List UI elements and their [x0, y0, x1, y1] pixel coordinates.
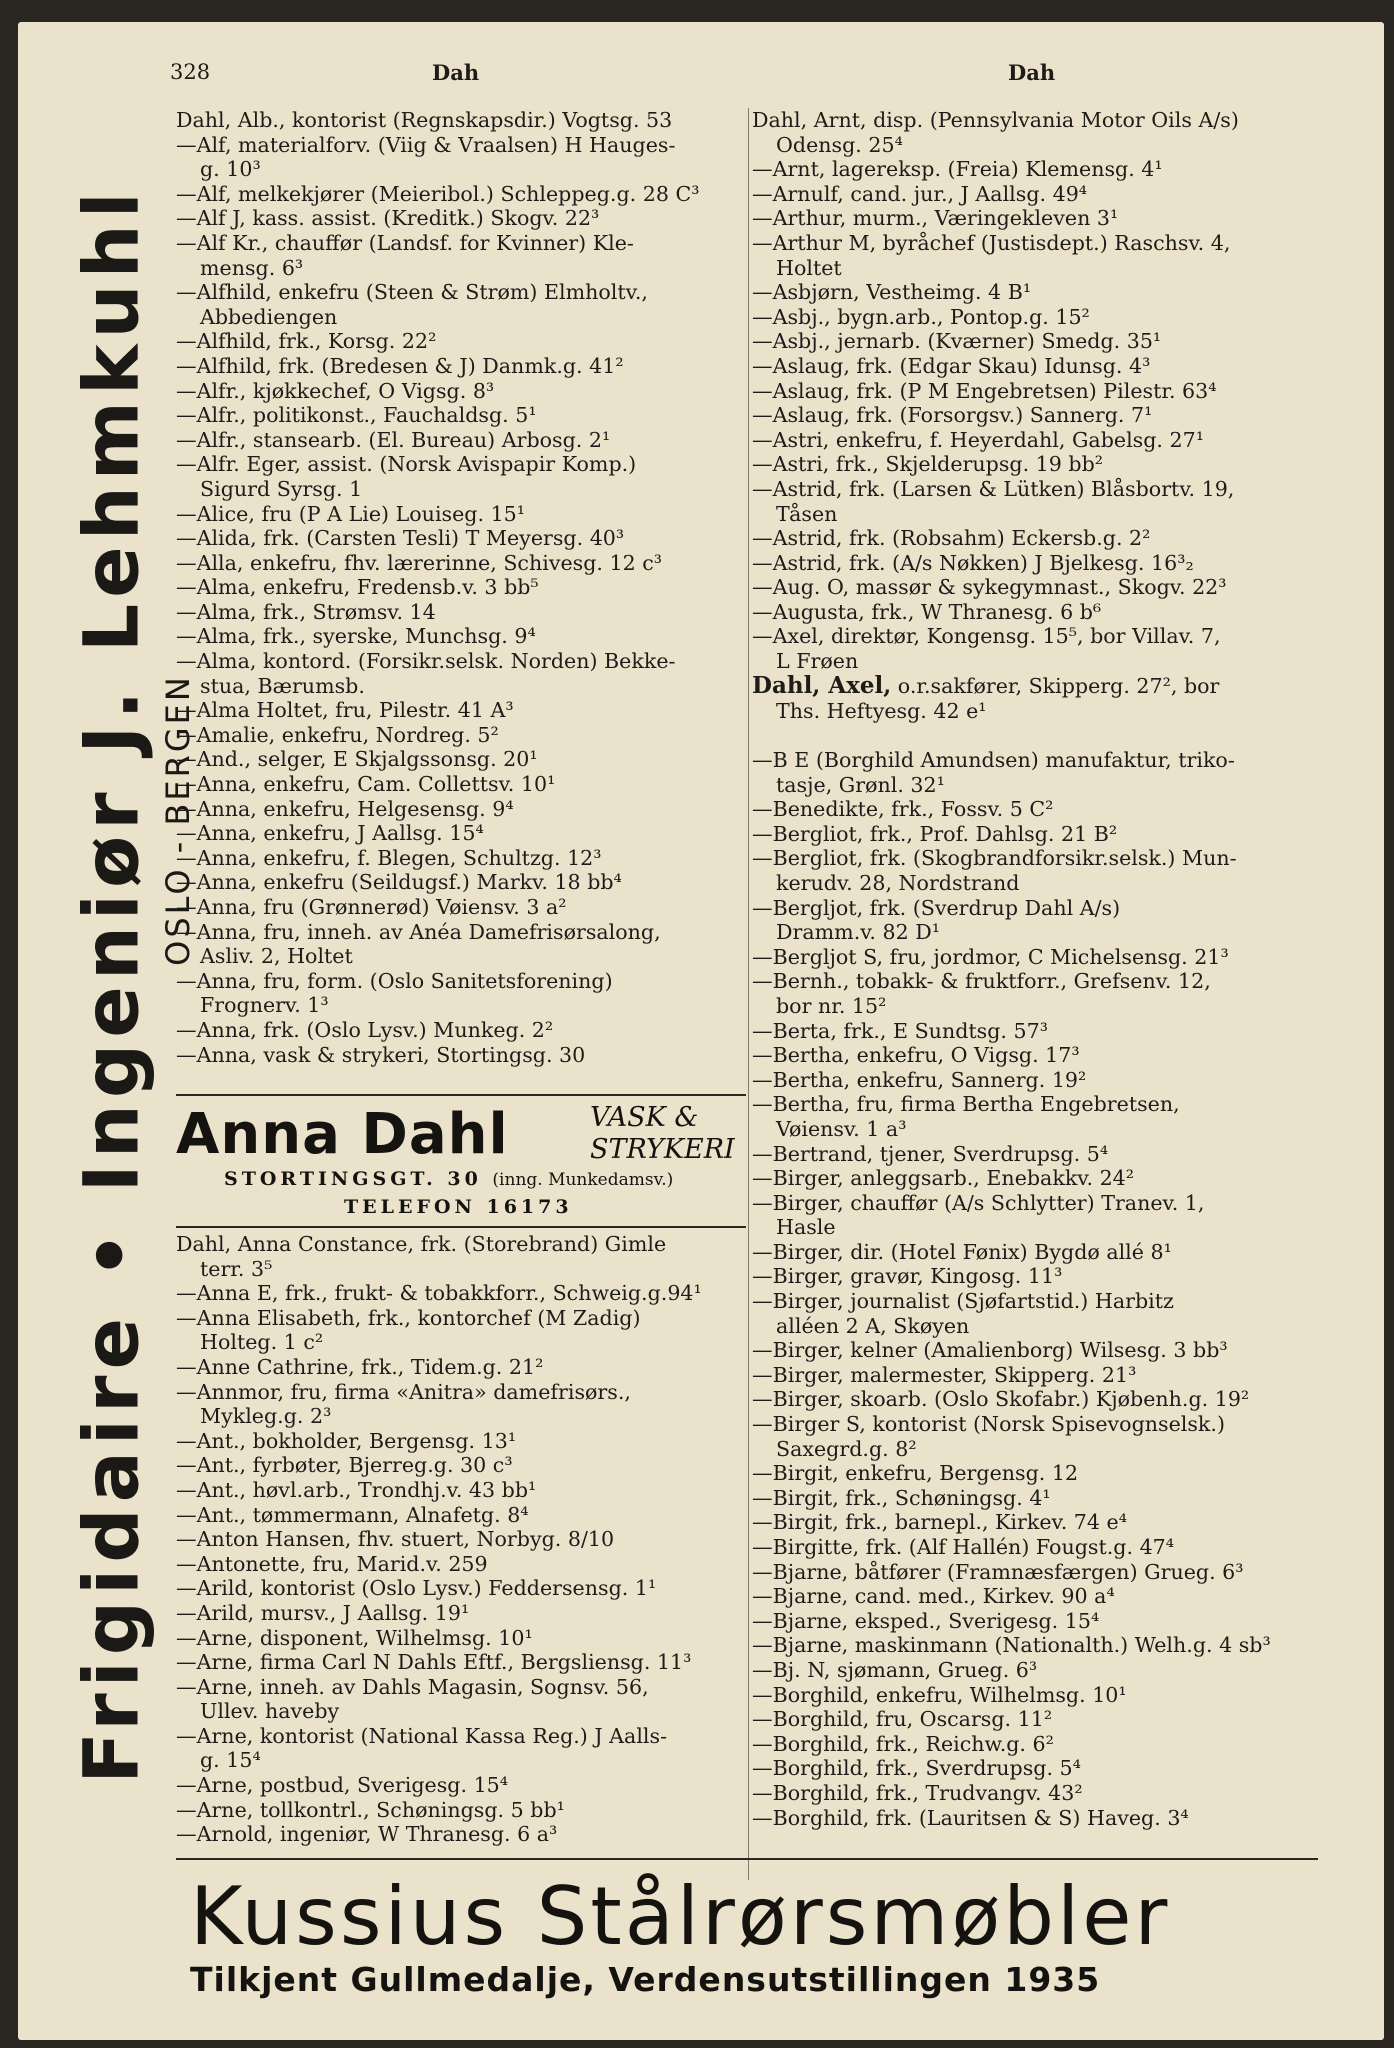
directory-line: —Bergljot S, fru, jordmor, C Michelsensg. 21³ [752, 944, 1229, 969]
kussius-ad-title: Kussius Stålrørsmøbler [190, 1870, 1171, 1963]
directory-line: —Alida, frk. (Carsten Tesli) T Meyersg. 40³ [176, 526, 625, 551]
directory-line: —Alfhild, frk. (Bredesen & J) Danmk.g. 41² [176, 353, 624, 378]
directory-line: —Annmor, fru, firma «Anitra» damefrisørs., [176, 1379, 631, 1404]
directory-line: —Amalie, enkefru, Nordreg. 5² [176, 722, 499, 747]
directory-line: —Ant., fyrbøter, Bjerreg.g. 30 c³ [176, 1453, 513, 1478]
right-column-entries-2 [752, 748, 1318, 1830]
directory-line: —Anne Cathrine, frk., Tidem.g. 21² [176, 1354, 544, 1379]
directory-line: —Antonette, fru, Marid.v. 259 [176, 1551, 488, 1576]
ad-top-rule [176, 1094, 746, 1096]
directory-line: —Alf Kr., chauffør (Landsf. for Kvinner) Kle- [176, 230, 634, 255]
spine-advertisement [36, 186, 197, 1784]
directory-line: —Alf J, kass. assist. (Kreditk.) Skogv. 22³ [176, 206, 600, 231]
header-left: Dah [432, 60, 480, 85]
directory-line: —Alfhild, frk., Korsg. 22² [176, 329, 437, 354]
bold-entry-rest: o.r.sakfører, Skipperg. 27², bor [891, 674, 1220, 698]
directory-line: —Alfhild, enkefru (Steen & Strøm) Elmholtv., [176, 280, 648, 305]
directory-line: Sigurd Syrsg. 1 [200, 476, 363, 501]
directory-line: —Anna, enkefru, Cam. Collettsv. 10¹ [176, 772, 556, 797]
footer-ad-rule [176, 1858, 1318, 1860]
directory-line: —Alice, fru (P A Lie) Louiseg. 15¹ [176, 501, 526, 526]
directory-line: —Anna, enkefru (Seildugsf.) Markv. 18 bb⁴ [176, 870, 622, 895]
directory-line: Hasle [776, 1215, 836, 1240]
directory-line: —Anna, frk. (Oslo Lysv.) Munkeg. 2² [176, 1017, 554, 1042]
directory-line: Frognerv. 1³ [200, 993, 329, 1018]
directory-line: —Borghild, frk., Sverdrupsg. 5⁴ [752, 1756, 1081, 1781]
ad-anna-service [590, 1102, 735, 1166]
directory-line: —Arild, kontorist (Oslo Lysv.) Feddersensg. 1¹ [176, 1576, 657, 1601]
directory-line: Abbediengen [200, 304, 338, 329]
bold-entry-cont: Ths. Heftyesg. 42 e¹ [776, 698, 987, 723]
directory-line: —Bernh., tobakk- & fruktforr., Grefsenv. 12, [752, 969, 1211, 994]
directory-line: —Arne, firma Carl N Dahls Eftf., Bergsliensg. 11³ [176, 1650, 692, 1675]
directory-line: —Augusta, frk., W Thranesg. 6 b⁶ [752, 599, 1102, 624]
directory-line: —Axel, direktør, Kongensg. 15⁵, bor Villav. 7, [752, 624, 1221, 649]
directory-line: —Anna, fru (Grønnerød) Vøiensv. 3 a² [176, 895, 567, 919]
kussius-ad-subtitle: Tilkjent Gullmedalje, Verdensutstillingen 1935 [190, 1960, 1101, 1999]
directory-line: —Astrid, frk. (Larsen & Lütken) Blåsbortv. 19, [752, 476, 1235, 501]
directory-line: —Alma, frk., Strømsv. 14 [176, 599, 436, 624]
directory-line: —Birgit, frk., barnepl., Kirkev. 74 e⁴ [752, 1510, 1128, 1535]
directory-line: —Anton Hansen, fhv. stuert, Norbyg. 8/10 [176, 1527, 615, 1552]
left-column-entries [176, 108, 746, 1067]
directory-line: Dahl, Anna Constance, frk. (Storebrand) Gimle [176, 1232, 667, 1256]
directory-line: Ullev. haveby [200, 1699, 340, 1724]
directory-line: —Astri, enkefru, f. Heyerdahl, Gabelsg. 27¹ [752, 427, 1204, 452]
directory-line: —Birgitte, frk. (Alf Hallén) Fougst.g. 47⁴ [752, 1535, 1175, 1559]
directory-line: —Bjarne, cand. med., Kirkev. 90 a⁴ [752, 1584, 1115, 1609]
directory-line: —Arnold, ingeniør, W Thranesg. 6 a³ [176, 1822, 558, 1847]
ad-anna-name: Anna Dahl [176, 1102, 509, 1167]
directory-line: —Anna, fru, form. (Oslo Sanitetsforening) [176, 968, 613, 993]
directory-line: —Birger, dir. (Hotel Fønix) Bygdø allé 8¹ [752, 1239, 1172, 1264]
directory-line: —Borghild, frk., Reichw.g. 6² [752, 1731, 1054, 1756]
ad-anna-service-line1: VASK & [590, 1102, 699, 1133]
directory-line: —And., selger, E Skjalgssonsg. 20¹ [176, 747, 538, 772]
directory-line: —Birgit, enkefru, Bergensg. 12 [752, 1461, 1079, 1486]
directory-line: Odensg. 25⁴ [776, 132, 903, 157]
directory-line: g. 15⁴ [200, 1748, 261, 1773]
directory-line: —Birger, chauffør (A/s Schlytter) Tranev. 1, [752, 1190, 1205, 1215]
directory-line: —Aug. O, massør & sykegymnast., Skogv. 22³ [752, 575, 1227, 600]
directory-line: —Alf, materialforv. (Viig & Vraalsen) H Hauges- [176, 132, 676, 157]
directory-line: —Alma, frk., syerske, Munchsg. 9⁴ [176, 624, 536, 649]
directory-line: —Bergljot, frk. (Sverdrup Dahl A/s) [752, 895, 1121, 920]
page-number: 328 [170, 60, 211, 84]
column-divider [748, 108, 749, 1880]
ad-anna-address [224, 1168, 673, 1190]
directory-line: —Borghild, fru, Oscarsg. 11² [752, 1707, 1053, 1732]
directory-line: Asliv. 2, Holtet [200, 944, 353, 969]
directory-line: —Aslaug, frk. (Edgar Skau) Idunsg. 4³ [752, 353, 1151, 378]
ad-anna-address-note: (inng. Munkedamsv.) [492, 1170, 674, 1190]
directory-line: alléen 2 A, Skøyen [776, 1313, 970, 1338]
directory-line: —Bergliot, frk., Prof. Dahlsg. 21 B² [752, 821, 1118, 846]
directory-line: —Anna Elisabeth, frk., kontorchef (M Zadig) [176, 1305, 641, 1330]
directory-line: bor nr. 15² [776, 993, 887, 1018]
directory-line: g. 10³ [200, 157, 261, 182]
directory-line: —Bertha, enkefru, Sannerg. 19² [752, 1067, 1087, 1092]
directory-line: —Anna, enkefru, J Aallsg. 15⁴ [176, 821, 484, 846]
directory-line: —Birger S, kontorist (Norsk Spisevognselsk.) [752, 1412, 1225, 1437]
directory-line: —Anna, vask & strykeri, Stortingsg. 30 [176, 1042, 586, 1067]
directory-line: —Anna E, frk., frukt- & tobakkforr., Schweig.g.94¹ [176, 1281, 702, 1306]
directory-line: —Arthur M, byråchef (Justisdept.) Raschsv. 4, [752, 230, 1231, 255]
anna-dahl-advertisement [170, 1102, 750, 1222]
directory-line: —Bertrand, tjener, Sverdrupsg. 5⁴ [752, 1141, 1109, 1166]
directory-line: —Birgit, frk., Schøningsg. 4¹ [752, 1485, 1051, 1510]
ad-bottom-rule [176, 1226, 746, 1228]
directory-line: —Arne, postbud, Sverigesg. 15⁴ [176, 1773, 509, 1798]
directory-line: Dramm.v. 82 D¹ [776, 920, 941, 945]
directory-line: —Bjarne, maskinmann (Nationalth.) Welh.g. 4 sb³ [752, 1633, 1271, 1658]
directory-line: —Arne, tollkontrl., Schøningsg. 5 bb¹ [176, 1797, 565, 1822]
directory-line: —Birger, anleggsarb., Enebakkv. 24² [752, 1166, 1135, 1191]
directory-line: —Bergliot, frk. (Skogbrandforsikr.selsk.) Mun- [752, 846, 1237, 871]
directory-line: —Ant., høvl.arb., Trondhj.v. 43 bb¹ [176, 1477, 537, 1502]
left-column-entries-2 [176, 1232, 746, 1847]
directory-line: mensg. 6³ [200, 255, 304, 280]
directory-line: —Arild, mursv., J Aallsg. 19¹ [176, 1600, 470, 1625]
directory-line: —Alfr. Eger, assist. (Norsk Avispapir Komp.) [176, 452, 637, 477]
directory-line: —Arnulf, cand. jur., J Aallsg. 49⁴ [752, 181, 1088, 206]
directory-line: tasje, Grønl. 32¹ [776, 772, 945, 797]
directory-line: —Birger, journalist (Sjøfartstid.) Harbitz [752, 1289, 1174, 1314]
directory-line: —Astrid, frk. (Robsahm) Eckersb.g. 2² [752, 526, 1151, 551]
directory-line: —Bjarne, båtfører (Framnæsfærgen) Grueg. 6³ [752, 1559, 1244, 1584]
directory-line: —Alf, melkekjører (Meieribol.) Schleppeg.g. 28 C³ [176, 181, 700, 206]
directory-line: Holteg. 1 c² [200, 1330, 324, 1355]
directory-line: —Arthur, murm., Væringekleven 3¹ [752, 206, 1119, 231]
directory-line: —Alfr., politikonst., Fauchaldsg. 5¹ [176, 403, 537, 428]
directory-line: Holtet [776, 255, 842, 280]
directory-line: —Ant., bokholder, Bergensg. 13¹ [176, 1428, 517, 1453]
directory-line: L Frøen [776, 649, 859, 674]
ad-anna-phone: TELEFON 16173 [344, 1196, 573, 1218]
directory-line: —Astri, frk., Skjelderupsg. 19 bb² [752, 452, 1104, 477]
directory-line: —Alfr., stansearb. (El. Bureau) Arbosg. 2¹ [176, 427, 611, 452]
directory-line: —Borghild, enkefru, Wilhelmsg. 10¹ [752, 1682, 1127, 1707]
directory-line: —Arne, kontorist (National Kassa Reg.) J Aalls- [176, 1723, 668, 1748]
directory-line: —Borghild, frk., Trudvangv. 43² [752, 1780, 1083, 1805]
directory-line: Dahl, Alb., kontorist (Regnskapsdir.) Vogtsg. 53 [176, 108, 673, 132]
bold-entry-name: Dahl, Axel, [752, 674, 892, 699]
directory-line: —Asbj., bygn.arb., Pontop.g. 15² [752, 304, 1090, 329]
directory-line: —Borghild, frk. (Lauritsen & S) Haveg. 3⁴ [752, 1805, 1189, 1830]
directory-line: —Ant., tømmermann, Alnafetg. 8⁴ [176, 1502, 529, 1527]
directory-line: Dahl, Arnt, disp. (Pennsylvania Motor Oils A/s) [752, 108, 1239, 132]
directory-line: —Birger, malermester, Skipperg. 21³ [752, 1362, 1137, 1387]
spine-cities-text: OSLO - BERGEN [159, 674, 197, 966]
directory-line: —Bj. N, sjømann, Grueg. 6³ [752, 1657, 1038, 1682]
directory-line: —Bertha, fru, firma Bertha Engebretsen, [752, 1092, 1180, 1117]
directory-line: —Asbjørn, Vestheimg. 4 B¹ [752, 280, 1032, 305]
right-column-entries [752, 108, 1318, 674]
directory-line: —Astrid, frk. (A/s Nøkken) J Bjelkesg. 16³₂ [752, 550, 1194, 575]
ad-anna-service-line2: STRYKERI [590, 1134, 735, 1165]
directory-line: —Alma, enkefru, Fredensb.v. 3 bb⁵ [176, 575, 539, 600]
directory-line: terr. 3⁵ [200, 1256, 273, 1281]
directory-line: Tåsen [776, 501, 838, 526]
directory-line: —Aslaug, frk. (Forsorgsv.) Sannerg. 7¹ [752, 403, 1153, 428]
directory-line: Saxegrd.g. 8² [776, 1436, 917, 1461]
directory-line: —Berta, frk., E Sundtsg. 57³ [752, 1018, 1048, 1043]
directory-line: —Anna, fru, inneh. av Anéa Damefrisørsalong, [176, 919, 661, 944]
directory-line: stua, Bærumsb. [200, 673, 365, 698]
directory-line: —Bertha, enkefru, O Vigsg. 17³ [752, 1043, 1080, 1068]
directory-line: —Asbj., jernarb. (Kværner) Smedg. 35¹ [752, 329, 1162, 354]
directory-line: —Arne, inneh. av Dahls Magasin, Sognsv. 56, [176, 1674, 649, 1699]
right-bold-entry [752, 674, 1318, 723]
directory-line: —Anna, enkefru, Helgesensg. 9⁴ [176, 796, 514, 821]
directory-line: —Alla, enkefru, fhv. lærerinne, Schivesg. 12 c³ [176, 550, 663, 575]
directory-line: —Birger, skoarb. (Oslo Skofabr.) Kjøbenh.g. 19² [752, 1387, 1250, 1412]
directory-line: —Benedikte, frk., Fossv. 5 C² [752, 797, 1054, 822]
directory-line: —Birger, kelner (Amalienborg) Wilsesg. 3 bb³ [752, 1338, 1228, 1363]
directory-line: kerudv. 28, Nordstrand [776, 870, 1020, 895]
ad-anna-address-street: STORTINGSGT. 30 [224, 1168, 482, 1190]
directory-line: —Arnt, lagereksp. (Freia) Klemensg. 4¹ [752, 157, 1163, 182]
directory-line: Mykleg.g. 2³ [200, 1404, 332, 1429]
header-right: Dah [1008, 60, 1056, 85]
spine-main-text: Frigidaire • Ingeniør J. Lehmkuhl [66, 186, 156, 1784]
directory-line: —B E (Borghild Amundsen) manufaktur, triko- [752, 748, 1235, 772]
directory-line: —Alma Holtet, fru, Pilestr. 41 A³ [176, 698, 514, 723]
directory-line: —Alfr., kjøkkechef, O Vigsg. 8³ [176, 378, 495, 403]
directory-line: —Arne, disponent, Wilhelmsg. 10¹ [176, 1625, 533, 1650]
directory-line: —Alma, kontord. (Forsikr.selsk. Norden) Bekke- [176, 649, 676, 674]
directory-line: —Bjarne, eksped., Sverigesg. 15⁴ [752, 1608, 1100, 1633]
directory-line: —Birger, gravør, Kingosg. 11³ [752, 1264, 1063, 1289]
directory-line: —Anna, enkefru, f. Blegen, Schultzg. 12³ [176, 845, 602, 870]
directory-line: Vøiensv. 1 a³ [776, 1116, 907, 1141]
directory-line: —Aslaug, frk. (P M Engebretsen) Pilestr. 63⁴ [752, 378, 1217, 403]
